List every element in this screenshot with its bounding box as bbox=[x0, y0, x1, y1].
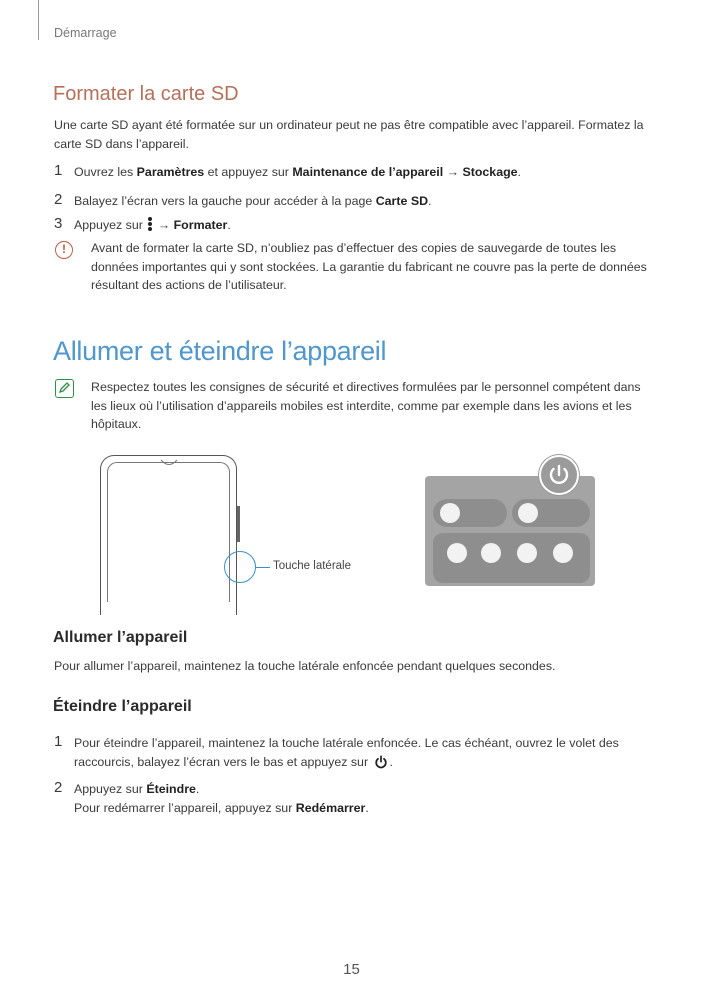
step-number: 1 bbox=[54, 162, 63, 179]
more-options-icon bbox=[148, 217, 152, 231]
sd-step-3: Appuyez sur → Formater. bbox=[74, 218, 231, 232]
power-on-title: Allumer l’appareil bbox=[53, 629, 188, 646]
power-icon bbox=[374, 755, 388, 769]
camera-notch bbox=[160, 459, 178, 469]
side-key-highlight bbox=[224, 551, 256, 583]
callout-line bbox=[256, 567, 270, 568]
step-number: 3 bbox=[54, 215, 63, 232]
phone-screen bbox=[107, 462, 230, 602]
sd-warning: Avant de formater la carte SD, n’oubliez pas d’effectuer des copies de sauvegarde de toutes les données importantes qui y sont stockées. La garantie du fabricant ne couvre pas la perte de données résultant des actions de l’utilisateur. bbox=[91, 241, 647, 292]
step-number: 1 bbox=[54, 733, 63, 750]
power-off-title: Éteindre l’appareil bbox=[53, 698, 192, 715]
sd-step-2: Balayez l’écran vers la gauche pour accéder à la page Carte SD. bbox=[74, 194, 432, 208]
step-number: 2 bbox=[54, 779, 63, 796]
power-note: Respectez toutes les consignes de sécurité et directives formulées par le personnel compétent dans les lieux où l’utilisation d’appareils mobiles est interdite, comme par exemple dans les avions et les hôpitaux. bbox=[91, 380, 641, 431]
step-number: 2 bbox=[54, 191, 63, 208]
power-off-step-1: Pour éteindre l’appareil, maintenez la touche latérale enfoncée. Le cas échéant, ouvrez le volet des raccourcis, balayez l’écran vers le bas et appuyez sur . bbox=[74, 736, 619, 769]
power-icon bbox=[539, 455, 579, 495]
bluetooth-icon bbox=[518, 503, 538, 523]
airplane-icon bbox=[517, 543, 537, 563]
note-icon bbox=[55, 379, 74, 398]
flashlight-icon bbox=[553, 543, 573, 563]
power-off-step-2: Appuyez sur Éteindre. Pour redémarrer l’appareil, appuyez sur Redémarrer. bbox=[74, 782, 369, 815]
power-on-text: Pour allumer l’appareil, maintenez la touche latérale enfoncée pendant quelques secondes. bbox=[54, 659, 556, 673]
power-title: Allumer et éteindre l’appareil bbox=[53, 336, 387, 366]
side-key-label: Touche latérale bbox=[273, 560, 351, 572]
sd-step-1: Ouvrez les Paramètres et appuyez sur Maintenance de l’appareil → Stockage. bbox=[74, 165, 521, 179]
section-header: Démarrage bbox=[54, 26, 117, 40]
side-key bbox=[237, 506, 240, 542]
wifi-icon bbox=[440, 503, 460, 523]
sd-title: Formater la carte SD bbox=[53, 83, 239, 105]
page-number: 15 bbox=[343, 961, 360, 978]
sound-icon bbox=[447, 543, 467, 563]
rotate-icon bbox=[481, 543, 501, 563]
header-divider bbox=[38, 0, 39, 40]
sd-intro: Une carte SD ayant été formatée sur un ordinateur peut ne pas être compatible avec l’appareil. Formatez la carte SD dans l’appareil. bbox=[54, 118, 644, 151]
warning-icon: ! bbox=[55, 241, 73, 259]
